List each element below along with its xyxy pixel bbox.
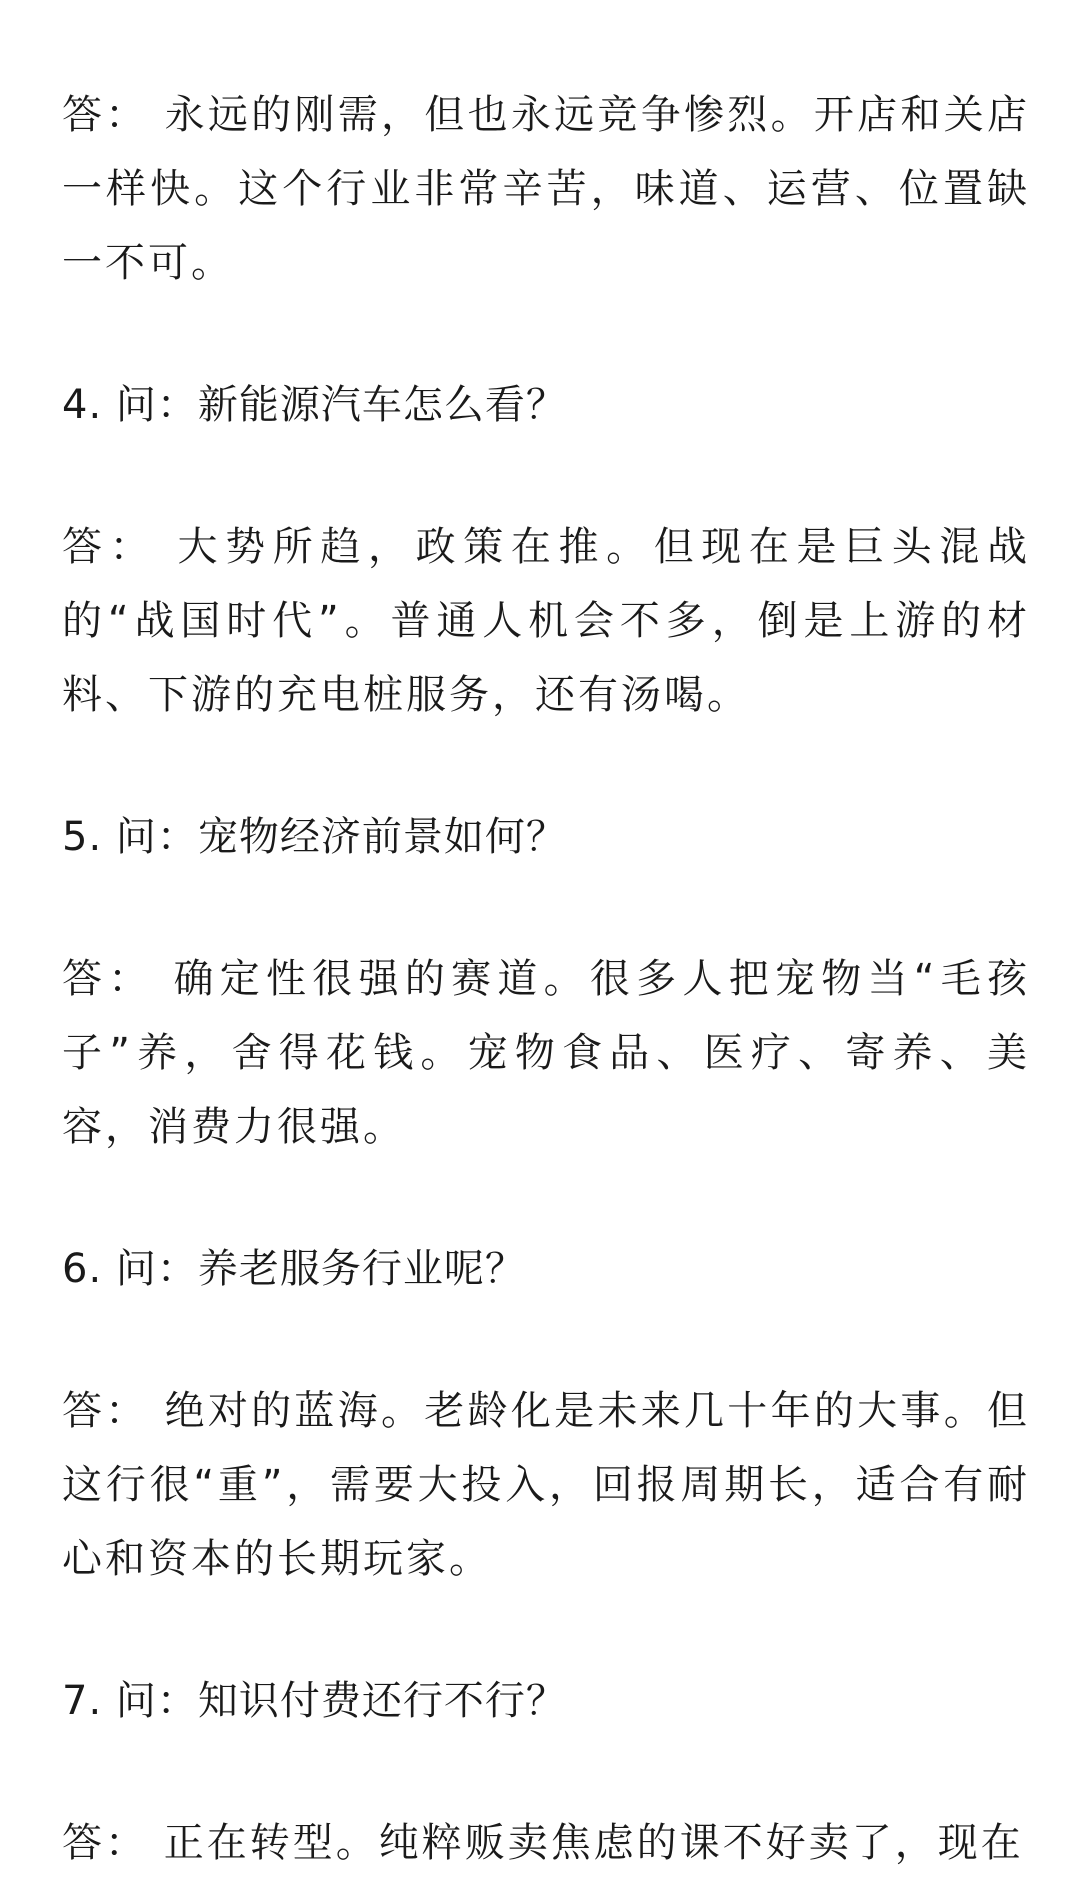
paragraph-spacer [62,1164,1030,1232]
question-heading: 4. 问：新能源汽车怎么看？ [62,382,567,428]
paragraph-spacer [62,300,1030,368]
answer-paragraph: 答： 大势所趋，政策在推。但现在是巨头混战的“战国时代”。普通人机会不多，倒是上游的材料、下游的充电桩服务，还有汤喝。 [62,524,1030,718]
answer-paragraph: 答： 确定性很强的赛道。很多人把宠物当“毛孩子”养，舍得花钱。宠物食品、医疗、寄养、美容，消费力很强。 [62,956,1030,1150]
question-heading: 7. 问：知识付费还行不行？ [62,1678,567,1724]
answer-paragraph: 答： 正在转型。纯粹贩卖焦虑的课不好卖了，现在 [62,1820,1024,1866]
paragraph-spacer [62,1596,1030,1664]
paragraph-spacer [62,874,1030,942]
question-heading: 5. 问：宠物经济前景如何？ [62,814,567,860]
answer-paragraph: 答： 绝对的蓝海。老龄化是未来几十年的大事。但这行很“重”，需要大投入，回报周期长，适合有耐心和资本的长期玩家。 [62,1388,1030,1582]
answer-paragraph: 答： 永远的刚需，但也永远竞争惨烈。开店和关店一样快。这个行业非常辛苦，味道、运营、位置缺一不可。 [62,92,1030,286]
question-heading: 6. 问：养老服务行业呢？ [62,1246,526,1292]
paragraph-spacer [62,1306,1030,1374]
paragraph-spacer [62,1738,1030,1806]
article-body [62,78,1030,1880]
paragraph-spacer [62,442,1030,510]
paragraph-spacer [62,732,1030,800]
